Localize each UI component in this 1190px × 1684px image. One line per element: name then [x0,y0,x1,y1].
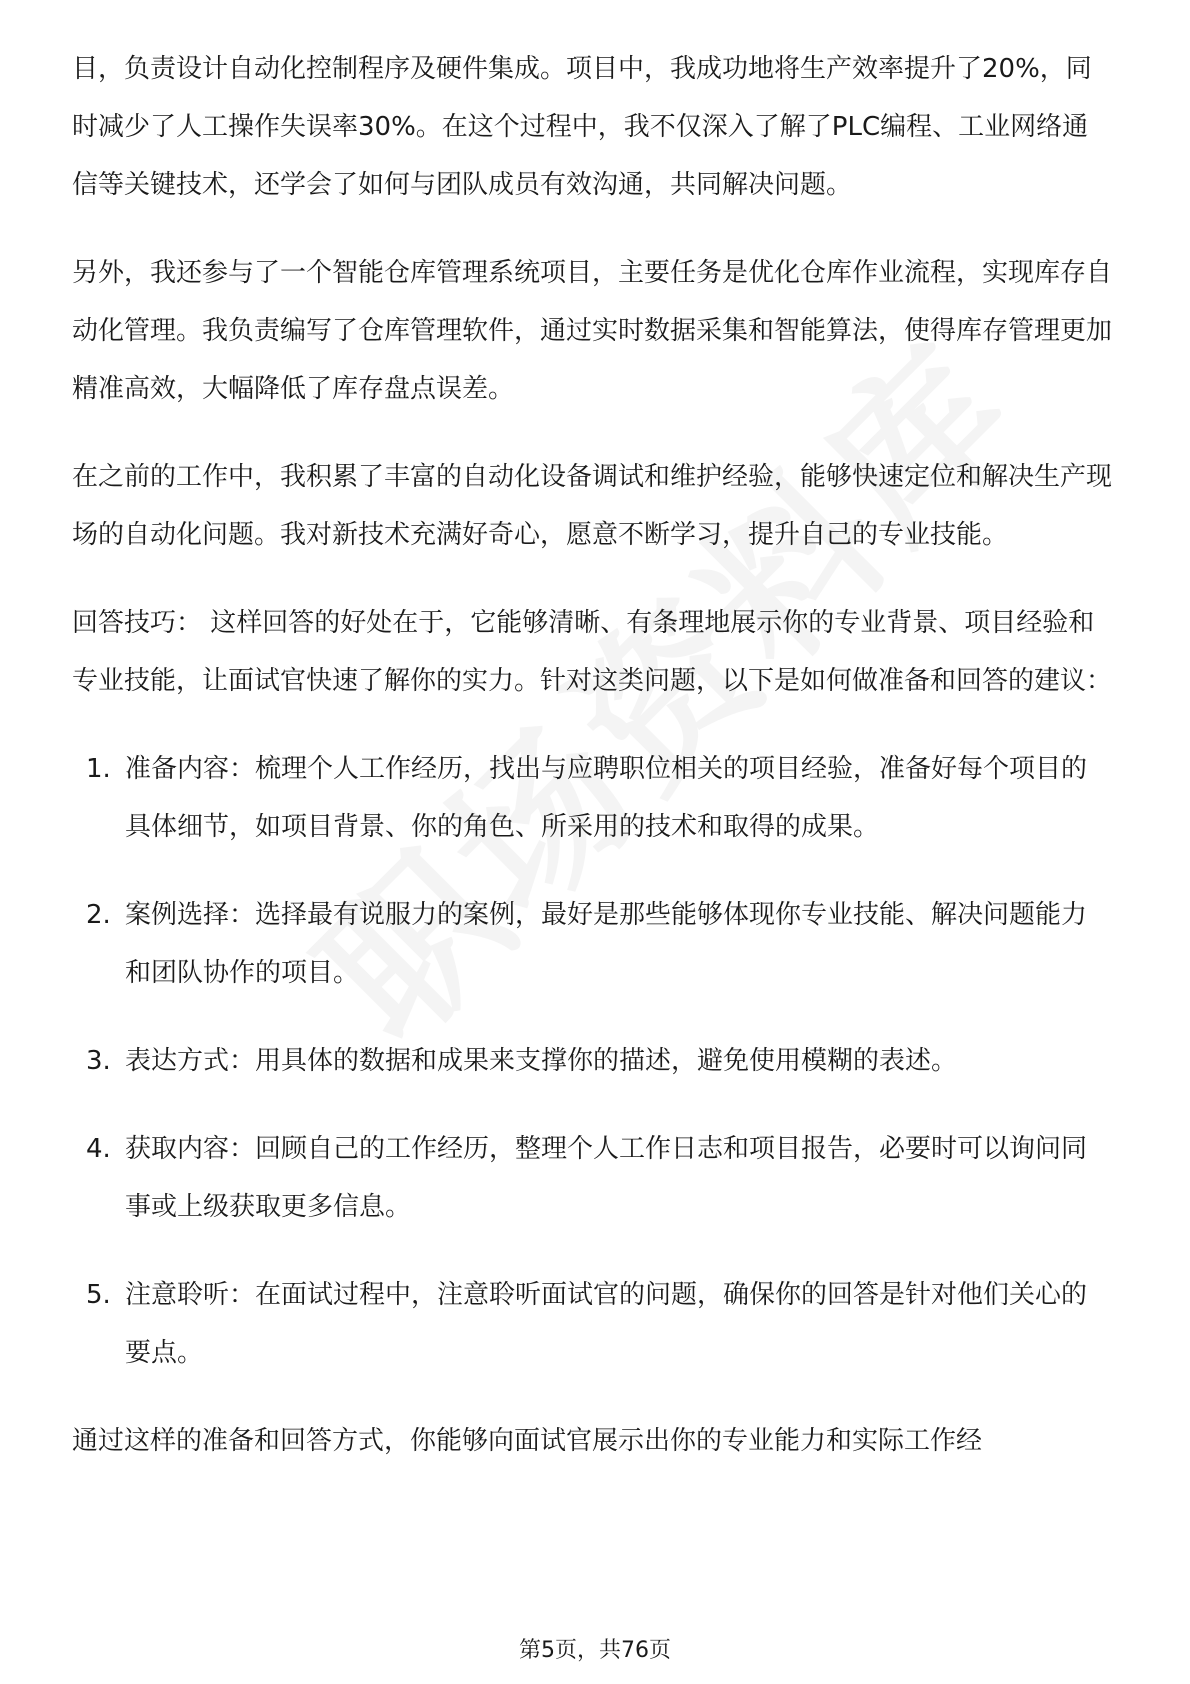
page-number-footer: 第5页，共76页 [519,1638,671,1663]
list-item [72,886,1112,1002]
list-item-text: 获取内容：回顾自己的工作经历，整理个人工作日志和项目报告，必要时可以询问同事或上级获取更多信息。 [125,1134,1088,1222]
paragraph-closing: 通过这样的准备和回答方式，你能够向面试官展示出你的专业能力和实际工作经 [72,1426,983,1456]
list-item-number: 5. [86,1280,111,1310]
list-item-text: 案例选择：选择最有说服力的案例，最好是那些能够体现你专业技能、解决问题能力和团队协作的项目。 [125,900,1088,988]
list-item [72,740,1112,856]
list-item-number: 1. [86,754,111,784]
list-item-number: 3. [86,1046,111,1076]
list-item [72,1032,1112,1090]
list-item-text: 注意聆听：在面试过程中，注意聆听面试官的问题，确保你的回答是针对他们关心的要点。 [125,1280,1088,1368]
paragraph-project-experience: 目，负责设计自动化控制程序及硬件集成。项目中，我成功地将生产效率提升了20%，同时减少了人工操作失误率30%。在这个过程中，我不仅深入了解了PLC编程、工业网络通信等关键技术，还学会了如何与团队成员有效沟通，共同解决问题。 [72,54,1092,200]
paragraph-warehouse-project: 另外，我还参与了一个智能仓库管理系统项目，主要任务是优化仓库作业流程，实现库存自动化管理。我负责编写了仓库管理软件，通过实时数据采集和智能算法，使得库存管理更加精准高效，大幅降低了库存盘点误差。 [72,258,1113,404]
paragraph-previous-work: 在之前的工作中，我积累了丰富的自动化设备调试和维护经验，能够快速定位和解决生产现场的自动化问题。我对新技术充满好奇心，愿意不断学习，提升自己的专业技能。 [72,462,1113,550]
list-item-text: 准备内容：梳理个人工作经历，找出与应聘职位相关的项目经验，准备好每个项目的具体细节，如项目背景、你的角色、所采用的技术和取得的成果。 [125,754,1088,842]
list-item-number: 4. [86,1134,111,1164]
tips-list [72,740,1112,1382]
list-item-number: 2. [86,900,111,930]
list-item [72,1266,1112,1382]
paragraph-answer-tips: 回答技巧： 这样回答的好处在于，它能够清晰、有条理地展示你的专业背景、项目经验和专业技能，让面试官快速了解你的实力。针对这类问题，以下是如何做准备和回答的建议： [72,608,1113,696]
list-item-text: 表达方式：用具体的数据和成果来支撑你的描述，避免使用模糊的表述。 [125,1046,958,1076]
list-item [72,1120,1112,1236]
page-content [72,40,1112,1500]
